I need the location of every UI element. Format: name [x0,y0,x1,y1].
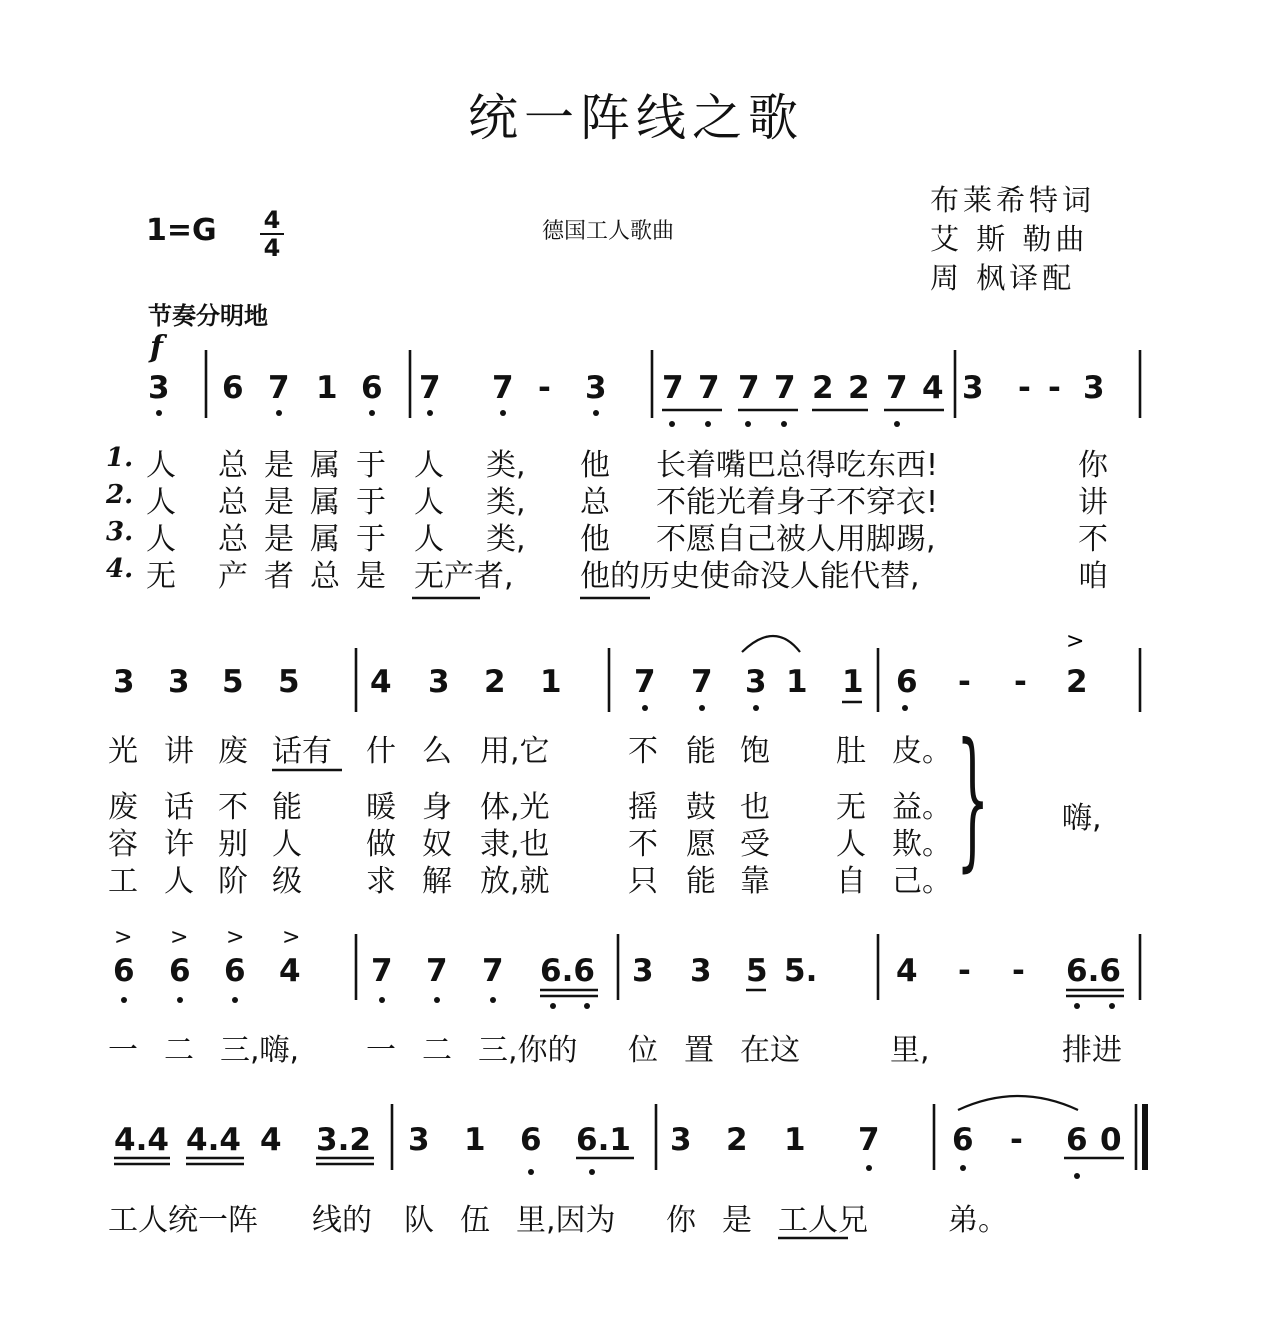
lyric: 别 [218,827,248,862]
note: 2 [1066,664,1088,700]
lyric: 人 [164,864,194,899]
lyric: 总 [218,522,248,557]
octave-dot [550,1003,556,1009]
lyric: 无产者, [414,559,514,594]
lyric: 人 [836,827,866,862]
lyric: 一 [108,1033,138,1068]
note: 7 [492,370,514,406]
note: 7 [698,370,720,406]
verse-number: 2. [106,480,134,510]
note: - [1014,664,1027,700]
lyric: 能 [686,864,716,899]
note: 7 [662,370,684,406]
note: 7 [858,1122,880,1158]
lyric: 置 [684,1033,714,1068]
note: 1 [784,1122,806,1158]
tempo-marking: 节奏分明地 [148,302,268,330]
octave-dot [902,705,908,711]
note: 1 [464,1122,486,1158]
lyric: 受 [740,827,770,862]
lyric: 位 [628,1033,658,1068]
note: 3 [745,664,767,700]
lyric: 么 [422,734,452,769]
accent-mark: > [170,925,189,950]
accent-mark: > [1066,629,1085,654]
lyric: 他的历史使命没人能代替, [580,559,920,594]
lyric: 鼓 [686,790,716,825]
lyric: 工 [108,864,138,899]
octave-dot [866,1165,872,1171]
lyric: 也 [740,790,770,825]
lyric: 一 [366,1033,396,1068]
octave-dot [434,997,440,1003]
note: 4.4 [114,1122,169,1158]
lyric: 不 [218,790,248,825]
lyric: 人 [146,522,176,557]
lyric: 奴 [422,827,452,862]
lyric: 是 [264,522,294,557]
lyric: 类, [486,522,526,557]
note: 3 [670,1122,692,1158]
note: 2 [812,370,834,406]
note: 3 [428,664,450,700]
lyric: 体,光 [480,790,550,825]
note: 3 [632,953,654,989]
lyric: 队 [404,1203,434,1238]
lyric: 只 [628,864,658,899]
lyric: 你 [1078,448,1108,483]
lyric: 己。 [892,864,952,899]
lyric: 人 [272,827,302,862]
lyric: 许 [164,827,194,862]
time-signature-top: 4 [263,206,281,234]
note: 7 [634,664,656,700]
credit-translator: 周 枫译配 [930,261,1076,295]
octave-dot [121,997,127,1003]
note: - [958,664,971,700]
lyric: 总 [218,485,248,520]
octave-dot [781,421,787,427]
lyric: 二 [422,1033,452,1068]
lyric: 二 [164,1033,194,1068]
octave-dot [276,410,282,416]
octave-dot [490,997,496,1003]
lyric: 人 [414,448,444,483]
note: 6 [520,1122,542,1158]
lyric: 阶 [218,864,248,899]
lyric: 者 [264,559,294,594]
octave-dot [1109,1003,1115,1009]
note: 2 [726,1122,748,1158]
note: 5 [222,664,244,700]
lyric: 不能光着身子不穿衣! [656,485,939,520]
lyric: 于 [356,485,386,520]
lyric: 隶,也 [480,827,550,862]
lyric: 欺。 [892,827,952,862]
lyric: 类, [486,485,526,520]
note: 7 [419,370,441,406]
note: 4 [922,370,944,406]
octave-dot [156,410,162,416]
lyric: 什 [366,734,396,769]
note: 7 [426,953,448,989]
lyric: 能 [272,790,302,825]
note: - [1012,953,1025,989]
lyric: 线的 [312,1203,372,1238]
note: 3.2 [316,1122,371,1158]
octave-dot [745,421,751,427]
page-title: 统一阵线之歌 [468,89,804,147]
lyric: 在这 [740,1033,800,1068]
lyric: 你 [666,1203,696,1238]
note: 7 [774,370,796,406]
octave-dot [584,1003,590,1009]
lyric: 不愿自己被人用脚踢, [656,522,936,557]
lyric: 总 [218,448,248,483]
lyric: 他 [580,448,610,483]
octave-dot [705,421,711,427]
lyric: 伍 [460,1203,490,1238]
octave-dot [177,997,183,1003]
note: - [1010,1122,1023,1158]
note: 6 [361,370,383,406]
note: 5. [784,953,818,989]
note: - [1048,370,1061,406]
lyric: 级 [272,864,302,899]
lyric: 是 [356,559,386,594]
lyric: 能 [686,734,716,769]
note: 1 [316,370,338,406]
lyric: 废 [108,790,138,825]
note: 6.1 [576,1122,631,1158]
lyric: 属 [310,522,340,557]
lyric: 讲 [164,734,194,769]
dynamic-marking: f [150,330,163,365]
octave-dot [642,705,648,711]
octave-dot [669,421,675,427]
note: 3 [113,664,135,700]
lyric: 暖 [366,790,396,825]
lyric: 做 [366,827,396,862]
slur [742,636,800,652]
lyric: 愿 [686,827,716,862]
note: 7 [482,953,504,989]
note: 6.6 [1066,953,1121,989]
note: 7 [268,370,290,406]
note: 3 [585,370,607,406]
note: 6 [1066,1122,1088,1158]
note: 3 [1083,370,1105,406]
lyric: 三,嗨, [220,1033,300,1068]
note: 6 [952,1122,974,1158]
note: 2 [484,664,506,700]
lyric: 弟。 [948,1203,1008,1238]
lyric: 于 [356,522,386,557]
lyric: 求 [366,864,396,899]
lyric: 话 [164,790,194,825]
song-origin: 德国工人歌曲 [542,219,675,244]
note: 1 [786,664,808,700]
octave-dot [589,1169,595,1175]
lyric: 话有 [272,734,332,769]
lyric: 是 [722,1203,752,1238]
octave-dot [500,410,506,416]
octave-dot [379,997,385,1003]
note: 4.4 [186,1122,241,1158]
lyric: 类, [486,448,526,483]
octave-dot [1074,1003,1080,1009]
credit-lyricist: 布莱希特词 [930,183,1096,217]
note: 4 [279,953,301,989]
accent-mark: > [226,925,245,950]
time-signature-bottom: 4 [263,234,281,262]
lyric: 放,就 [480,864,550,899]
note: - [958,953,971,989]
lyric: 排进 [1062,1033,1122,1068]
lyric: 人 [146,448,176,483]
lyric: 益。 [892,790,952,825]
note: 3 [408,1122,430,1158]
octave-dot [427,410,433,416]
octave-dot [753,705,759,711]
octave-dot [528,1169,534,1175]
lyric: 人 [146,485,176,520]
octave-dot [593,410,599,416]
note: 3 [148,370,170,406]
note: - [538,370,551,406]
verse-brace: } [956,712,990,886]
lyric: 身 [422,790,452,825]
note: 7 [738,370,760,406]
lyric: 摇 [628,790,658,825]
lyric: 他 [580,522,610,557]
accent-mark: > [114,925,133,950]
lyric: 属 [310,448,340,483]
lyric: 是 [264,485,294,520]
lyric: 于 [356,448,386,483]
note: - [1018,370,1031,406]
verse-number: 3. [106,517,134,547]
verse-number: 4. [106,554,134,584]
note: 1 [540,664,562,700]
lyric: 咱 [1078,559,1108,594]
tie [958,1096,1078,1110]
octave-dot [960,1165,966,1171]
lyric: 总 [580,485,610,520]
note: 5 [746,953,768,989]
verse-number: 1. [106,443,134,473]
note: 6 [222,370,244,406]
lyric: 工人统一阵 [108,1203,258,1238]
note: 4 [370,664,392,700]
lyric: 解 [422,864,452,899]
lyric: 无 [836,790,866,825]
lyric: 工人兄 [778,1203,868,1238]
note: 6 [224,953,246,989]
note: 4 [896,953,918,989]
key-signature: 1=G [146,213,217,248]
lyric: 是 [264,448,294,483]
note: 7 [691,664,713,700]
note: 2 [848,370,870,406]
note: 6 [169,953,191,989]
note: 3 [962,370,984,406]
note: 3 [690,953,712,989]
lyric: 光 [108,734,138,769]
lyric: 容 [108,827,138,862]
note: 7 [886,370,908,406]
note: 4 [260,1122,282,1158]
octave-dot [369,410,375,416]
lyric: 废 [218,734,248,769]
lyric: 里,因为 [516,1203,616,1238]
accent-mark: > [282,925,301,950]
note: 6 [896,664,918,700]
lyric: 人 [414,485,444,520]
note: 1 [842,664,864,700]
octave-dot [699,705,705,711]
lyric: 无 [146,559,176,594]
lyric: 不 [628,734,658,769]
lyric: 皮。 [892,734,952,769]
lyric: 饱 [740,734,770,769]
lyric: 不 [628,827,658,862]
refrain-lyric: 嗨, [1062,801,1102,836]
note: 7 [371,953,393,989]
lyric: 人 [414,522,444,557]
credit-composer: 艾 斯 勒曲 [930,222,1089,256]
lyric: 总 [310,559,340,594]
octave-dot [894,421,900,427]
note: 0 [1100,1122,1122,1158]
note: 6.6 [540,953,595,989]
lyric: 产 [218,559,248,594]
note: 3 [168,664,190,700]
lyric: 讲 [1078,485,1108,520]
lyric: 用,它 [480,734,550,769]
lyric: 里, [890,1033,930,1068]
lyric: 不 [1078,522,1108,557]
lyric: 属 [310,485,340,520]
octave-dot [232,997,238,1003]
lyric: 长着嘴巴总得吃东西! [656,448,939,483]
lyric: 三,你的 [478,1033,578,1068]
lyric: 肚 [836,734,866,769]
octave-dot [1074,1173,1080,1179]
lyric: 靠 [740,864,770,899]
note: 6 [113,953,135,989]
lyric: 自 [836,864,866,899]
note: 5 [278,664,300,700]
